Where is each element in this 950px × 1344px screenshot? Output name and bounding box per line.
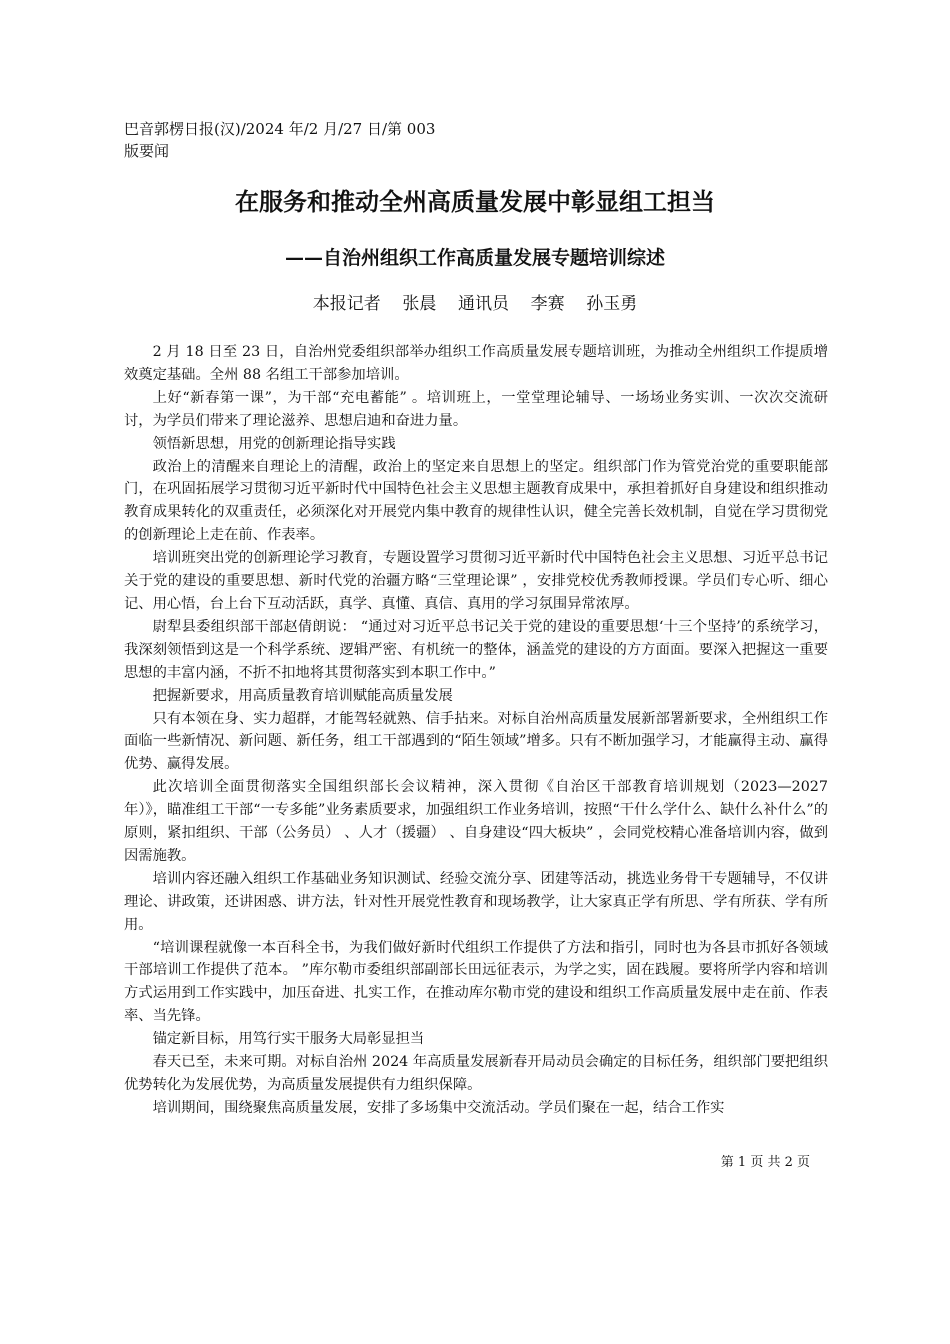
byline: 本报记者 张晨 通讯员 李赛 孙玉勇 bbox=[312, 294, 638, 314]
paragraph: 只有本领在身、实力超群，才能驾轻就熟、信手拈来。对标自治州高质量发展新部署新要求，全州组织工作面临一些新情况、新问题、新任务，组工干部遇到的“陌生领域”增多。只有不断加强学习，才能赢得主动、赢得优势、赢得发展。 bbox=[124, 710, 828, 773]
source-info bbox=[124, 118, 435, 162]
article-title: 在服务和推动全州高质量发展中彰显组工担当 bbox=[235, 187, 715, 216]
section-heading: 把握新要求，用高质量教育培训赋能高质量发展 bbox=[152, 687, 453, 704]
paragraph: 政治上的清醒来自理论上的清醒，政治上的坚定来自思想上的坚定。组织部门作为管党治党的重要职能部门，在巩固拓展学习贯彻习近平新时代中国特色社会主义思想主题教育成果中，承担着抓好自身建设和组织推动教育成果转化的双重责任，必须深化对开展党内集中教育的规律性认识，健全完善长效机制，自觉在学习贯彻党的创新理论上走在前、作表率。 bbox=[124, 458, 828, 544]
source-line-1: 巴音郭楞日报(汉)/2024 年/2 月/27 日/第 003 bbox=[124, 120, 436, 138]
paragraph: 此次培训全面贯彻落实全国组织部长会议精神，深入贯彻《自治区干部教育培训规划（2023—2027 年）》，瞄准组工干部“一专多能”业务素质要求，加强组织工作业务培训，按照“干什么学什么、缺什么补什么”的原则，紧扣组织、干部（公务员） 、人才（援疆） 、自身建设“四大板块” ，会同党校精心准备培训内容，做到因需施教。 bbox=[124, 779, 828, 864]
paragraph: 培训期间，围绕聚焦高质量发展，安排了多场集中交流活动。学员们聚在一起，结合工作实 bbox=[152, 1099, 725, 1116]
page-number: 第 1 页 共 2 页 bbox=[720, 1155, 810, 1170]
section-heading: 领悟新思想，用党的创新理论指导实践 bbox=[152, 435, 396, 452]
section-heading: 锚定新目标，用笃行实干服务大局彰显担当 bbox=[152, 1031, 425, 1048]
paragraph: 培训班突出党的创新理论学习教育，专题设置学习贯彻习近平新时代中国特色社会主义思想、习近平总书记关于党的建设的重要思想、新时代党的治疆方略“三堂理论课” ，安排党校优秀教师授课。学员们专心听、细心记、用心悟，台上台下互动活跃，真学、真懂、真信、真用的学习氛围异常浓厚。 bbox=[124, 550, 828, 612]
paragraph: 2 月 18 日至 23 日，自治州党委组织部举办组织工作高质量发展专题培训班，为推动全州组织工作提质增效奠定基础。全州 88 名组工干部参加培训。 bbox=[124, 344, 828, 383]
source-line-2: 版要闻 bbox=[124, 142, 170, 160]
paragraph: 上好“新春第一课”，为干部“充电蓄能” 。培训班上，一堂堂理论辅导、一场场业务实训、一次次交流研讨，为学员们带来了理论滋养、思想启迪和奋进力量。 bbox=[124, 389, 828, 429]
article-body bbox=[124, 341, 828, 1331]
paragraph: “培训课程就像一本百科全书，为我们做好新时代组织工作提供了方法和指引，同时也为各县市抓好各领域干部培训工作提供了范本。 ”库尔勒市委组织部副部长田远征表示，为学之实，固在践履。要将所学内容和培训方式运用到工作实践中，加压奋进、扎实工作，在推动库尔勒市党的建设和组织工作高质量发展中走在前、作表率、当先锋。 bbox=[124, 939, 828, 1025]
paragraph: 春天已至，未来可期。对标自治州 2024 年高质量发展新春开局动员会确定的目标任务，组织部门要把组织优势转化为发展优势，为高质量发展提供有力组织保障。 bbox=[124, 1054, 828, 1093]
paragraph: 培训内容还融入组织工作基础业务知识测试、经验交流分享、团建等活动，挑选业务骨干专题辅导，不仅讲理论、讲政策，还讲困惑、讲方法，针对性开展党性教育和现场教学，让大家真正学有所思、学有所获、学有所用。 bbox=[124, 870, 828, 933]
paragraph: 尉犁县委组织部干部赵倩朗说： “通过对习近平总书记关于党的建设的重要思想‘十三个坚持’的系统学习，我深刻领悟到这是一个科学系统、逻辑严密、有机统一的整体，涵盖党的建设的方方面面。要深入把握这一重要思想的丰富内涵，不折不扣地将其贯彻落实到本职工作中。” bbox=[124, 618, 828, 681]
article-subtitle: ——自治州组织工作高质量发展专题培训综述 bbox=[284, 247, 665, 269]
